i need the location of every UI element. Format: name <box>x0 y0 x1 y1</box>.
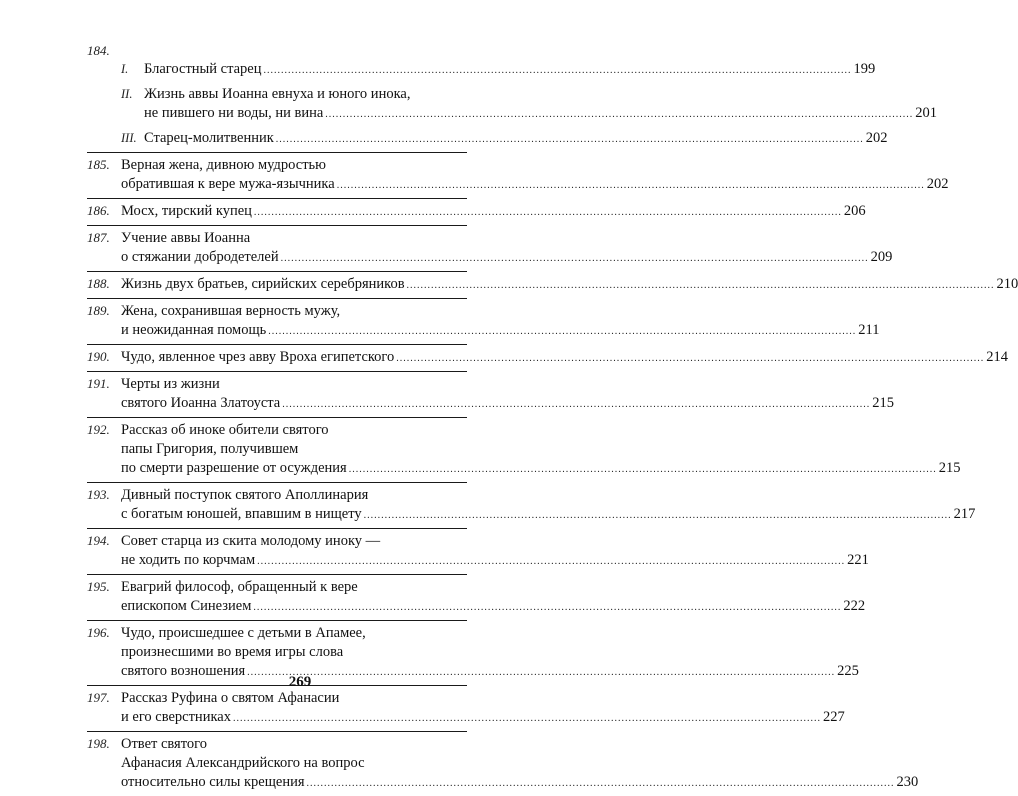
entry-number: 191. <box>87 376 110 391</box>
entry-row <box>87 734 919 793</box>
entry-body <box>121 202 866 222</box>
entry-line <box>121 486 975 505</box>
dot-leader <box>264 60 852 80</box>
entry-page-number: 199 <box>853 61 876 77</box>
dot-leader <box>396 348 984 368</box>
dot-leader <box>254 202 842 222</box>
entry-line <box>121 578 865 597</box>
entry-title-text: Чудо, происшедшее с детьми в Апамее, <box>121 625 366 641</box>
entry-page-number: 201 <box>915 105 938 121</box>
entry-title-text: Рассказ об иноке обители святого <box>121 422 329 438</box>
entry-title-text: Рассказ Руфина о святом Афанасии <box>121 690 340 706</box>
subentry-body <box>144 129 888 149</box>
entry-line <box>121 689 845 708</box>
toc-subentry[interactable] <box>87 85 938 124</box>
entry-line <box>121 624 859 643</box>
toc-entry[interactable] <box>87 483 976 529</box>
subentry-body <box>144 85 937 124</box>
toc-entry-group[interactable] <box>87 41 938 153</box>
entry-row <box>87 201 866 222</box>
dot-leader <box>233 708 821 728</box>
entry-line <box>144 60 875 80</box>
entry-title-text: Жена, сохранившая верность мужу, <box>121 303 341 319</box>
toc-entry[interactable] <box>87 345 1009 372</box>
entry-line <box>121 440 960 459</box>
entry-page-number: 206 <box>843 203 866 219</box>
dot-leader <box>268 321 856 341</box>
entry-number: 194. <box>87 533 110 548</box>
entry-title-text: Старец-молитвенник <box>144 130 274 146</box>
entry-title-text: не ходить по корчмам <box>121 552 256 568</box>
toc-subentry[interactable] <box>87 129 888 149</box>
entry-row <box>87 688 845 728</box>
entry-title-text: Дивный поступок святого Аполлинария <box>121 487 369 503</box>
entry-body <box>121 275 1018 295</box>
toc-entry[interactable] <box>87 686 845 732</box>
page-number: 269 <box>288 674 312 690</box>
dot-leader <box>337 175 925 195</box>
entry-number: 189. <box>87 303 110 318</box>
dot-leader <box>281 248 869 268</box>
entry-line <box>121 248 892 268</box>
entry-page-number: 211 <box>858 322 880 338</box>
subentry-body <box>144 60 875 80</box>
entry-line <box>144 129 888 149</box>
entry-line <box>121 597 865 617</box>
entry-line <box>121 302 879 321</box>
entry-row <box>87 274 1018 295</box>
entry-body <box>121 486 975 525</box>
dot-leader <box>282 394 870 414</box>
entry-number: 198. <box>87 736 110 751</box>
entry-body <box>121 156 948 195</box>
toc-subentry[interactable] <box>87 60 876 80</box>
entry-line <box>121 321 879 341</box>
entry-title-text: относительно силы крещения <box>121 774 305 790</box>
entry-row <box>87 531 869 571</box>
entry-number: 186. <box>87 203 110 218</box>
entry-line <box>121 156 948 175</box>
entry-body <box>121 375 894 414</box>
entry-body <box>121 348 1008 368</box>
entry-title-text: Черты из жизни <box>121 376 220 392</box>
entry-line <box>121 551 869 571</box>
entry-title-text: и неожиданная помощь <box>121 322 267 338</box>
toc-entry[interactable] <box>87 732 919 796</box>
dot-leader <box>349 459 937 479</box>
entry-number: 195. <box>87 579 110 594</box>
entry-title-text: Жизнь аввы Иоанна евнуха и юного инока, <box>144 86 411 102</box>
entry-title-text: Ответ святого <box>121 736 207 752</box>
entry-page-number: 209 <box>870 249 893 265</box>
entry-line <box>144 85 937 104</box>
entry-number: 188. <box>87 276 110 291</box>
entry-title-text: и его сверстниках <box>121 709 231 725</box>
entry-number-row <box>87 41 467 60</box>
dot-leader <box>257 551 845 571</box>
entry-title-text: Учение аввы Иоанна <box>121 230 251 246</box>
toc-entry[interactable] <box>87 153 949 199</box>
entry-line <box>121 505 975 525</box>
entry-title-text: папы Григория, получившем <box>121 441 299 457</box>
entry-page-number: 202 <box>865 130 888 146</box>
entry-number: 184. <box>87 43 110 58</box>
entry-title-text: епископом Синезием <box>121 598 252 614</box>
entry-body <box>121 689 845 728</box>
entry-line <box>144 104 937 124</box>
entry-line <box>121 394 894 414</box>
entry-line <box>121 348 1008 368</box>
toc-entry[interactable] <box>87 226 893 272</box>
entry-line <box>121 532 869 551</box>
entry-page-number: 215 <box>872 395 894 411</box>
entry-title-text: о стяжании добродетелей <box>121 249 279 265</box>
entry-page-number: 202 <box>926 176 949 192</box>
subentry-roman-numeral: I. <box>121 62 129 76</box>
dot-leader <box>364 505 952 525</box>
entry-line <box>121 459 960 479</box>
entry-body <box>121 532 869 571</box>
entry-number: 196. <box>87 625 110 640</box>
dot-leader <box>276 129 864 149</box>
entry-title-text: не пившего ни воды, ни вина <box>144 105 324 121</box>
subentry-roman-numeral: III. <box>121 131 137 145</box>
entry-title-text: святого возношения <box>121 663 246 679</box>
entry-page-number: 214 <box>986 349 1009 365</box>
entry-line <box>121 421 960 440</box>
entry-title-text: Благостный старец <box>144 61 262 77</box>
entry-title-text: с богатым юношей, впавшим в нищету <box>121 506 362 522</box>
entry-page-number: 222 <box>843 598 866 614</box>
entry-title-text: по смерти разрешение от осуждения <box>121 460 347 476</box>
entry-page-number: 215 <box>938 460 961 476</box>
entry-number: 192. <box>87 422 110 437</box>
entry-line <box>121 202 866 222</box>
toc-entry[interactable] <box>87 372 894 418</box>
entry-line <box>121 229 892 248</box>
entry-line <box>121 754 918 773</box>
dot-leader <box>307 773 895 793</box>
entry-line <box>121 773 918 793</box>
entry-number: 190. <box>87 349 110 364</box>
toc-entry[interactable] <box>87 418 961 483</box>
entry-page-number: 225 <box>837 663 859 679</box>
entry-number: 187. <box>87 230 110 245</box>
entry-number: 197. <box>87 690 110 705</box>
entry-title-text: Чудо, явленное чрез авву Вроха египетского <box>121 349 395 365</box>
entry-row <box>87 374 894 414</box>
entry-line <box>121 175 948 195</box>
entry-body <box>121 578 865 617</box>
entry-title-text: Совет старца из скита молодому иноку — <box>121 533 381 549</box>
dot-leader <box>253 597 841 617</box>
entry-line <box>121 643 859 662</box>
entry-title-text: произнесшими во время игры слова <box>121 644 344 660</box>
entry-title-text: Мосх, тирский купец <box>121 203 252 219</box>
toc-entry[interactable] <box>87 575 866 621</box>
toc-entry[interactable] <box>87 272 1018 299</box>
entry-body <box>121 302 879 341</box>
entry-line <box>121 735 918 754</box>
entry-title-text: обратившая к вере мужа-язычника <box>121 176 335 192</box>
entry-title-text: святого Иоанна Златоуста <box>121 395 281 411</box>
subentry-roman-numeral: II. <box>121 87 133 101</box>
toc-entry[interactable] <box>87 199 866 226</box>
entry-body <box>121 229 892 268</box>
entry-line <box>121 275 1018 295</box>
entry-row <box>87 347 1009 368</box>
entry-title-text: Верная жена, дивною мудростью <box>121 157 326 173</box>
entry-number: 185. <box>87 157 110 172</box>
entry-page-number: 230 <box>896 774 919 790</box>
entry-row <box>87 301 880 341</box>
entry-title-text: Жизнь двух братьев, сирийских серебряников <box>121 276 405 292</box>
dot-leader <box>325 104 913 124</box>
toc-entry[interactable] <box>87 529 869 575</box>
entry-row <box>87 155 949 195</box>
entry-row <box>87 228 893 268</box>
entry-page-number: 221 <box>847 552 869 568</box>
toc-entry[interactable] <box>87 299 880 345</box>
entry-page-number: 210 <box>996 276 1018 292</box>
entry-row <box>87 577 866 617</box>
entry-line <box>121 375 894 394</box>
entry-page-number: 217 <box>953 506 976 522</box>
entry-body <box>121 421 960 479</box>
entry-title-text: Афанасия Александрийского на вопрос <box>121 755 365 771</box>
entry-page-number: 227 <box>822 709 845 725</box>
entry-row <box>87 420 961 479</box>
entry-number: 193. <box>87 487 110 502</box>
entry-line <box>121 708 845 728</box>
entry-title-text: Евагрий философ, обращенный к вере <box>121 579 358 595</box>
entry-body <box>121 735 918 793</box>
entry-row <box>87 485 976 525</box>
dot-leader <box>407 275 995 295</box>
